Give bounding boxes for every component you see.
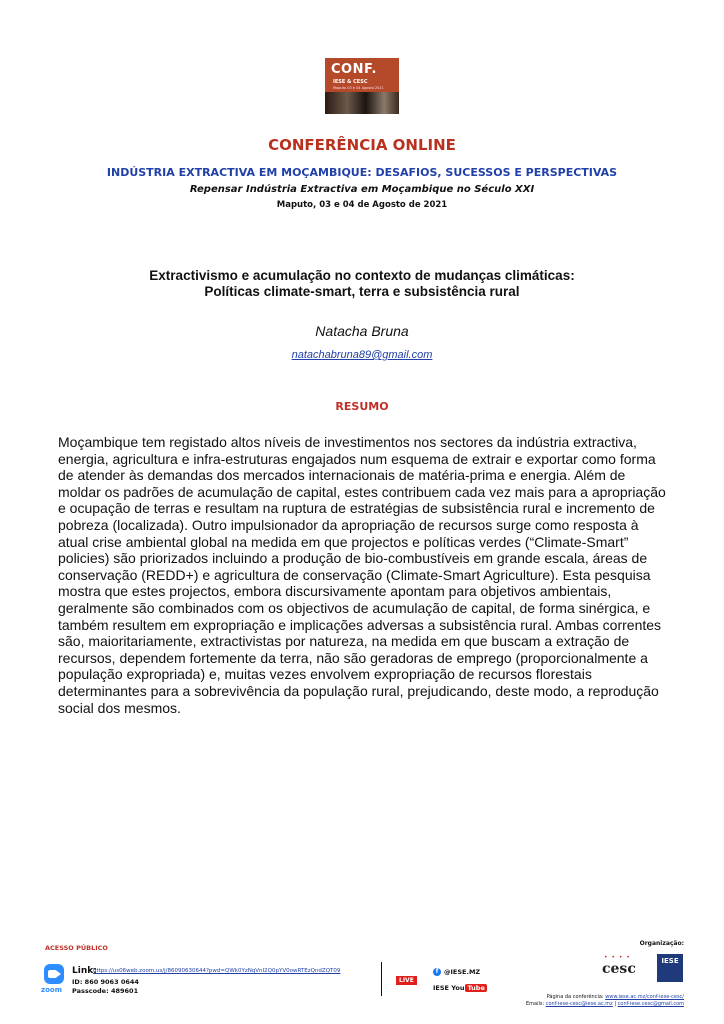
zoom-passcode: Passcode: 489601 xyxy=(72,987,139,995)
facebook-handle[interactable]: @IESE.MZ xyxy=(444,968,481,976)
author-name: Natacha Bruna xyxy=(315,323,409,339)
paper-title xyxy=(0,268,724,300)
zoom-link-label: Link: xyxy=(72,966,97,976)
logo-line2: Maputo 03 e 04 Agosto 2021 xyxy=(333,86,384,90)
author-email-wrap xyxy=(0,345,724,363)
site-link[interactable]: www.iese.ac.mz/conf-iese-cesc/ xyxy=(605,994,684,1000)
email-link-1[interactable]: conf-iese-cesc@iese.ac.mz xyxy=(545,1001,613,1007)
zoom-icon xyxy=(44,964,64,984)
zoom-wordmark: zoom xyxy=(41,986,62,994)
zoom-meeting-id: ID: 860 9063 0644 xyxy=(72,978,139,986)
conference-title: CONFERÊNCIA ONLINE xyxy=(268,136,456,154)
youtube-prefix: IESE You xyxy=(433,984,465,992)
logo-line1: IESE & CESC xyxy=(333,79,368,85)
emails-label: Emails: xyxy=(525,1001,545,1007)
logo-title: CONF. xyxy=(331,62,377,77)
logo-photo xyxy=(325,92,399,114)
public-access-label: ACESSO PÚBLICO xyxy=(45,944,108,952)
conference-logo xyxy=(325,58,399,114)
conference-site-line xyxy=(547,994,684,1000)
resumo-heading: RESUMO xyxy=(335,400,389,413)
cesc-logo-dots: • • • • xyxy=(604,954,631,961)
organization-label: Organização: xyxy=(639,940,684,947)
paper-title-line1: Extractivismo e acumulação no contexto de mudanças climáticas: xyxy=(149,268,575,283)
conference-subtitle: Repensar Indústria Extractiva em Moçambique no Século XXI xyxy=(189,184,535,195)
author-email-link[interactable]: natachabruna89@gmail.com xyxy=(291,349,433,361)
email-link-2[interactable]: conf-iese.cesc@gmail.com xyxy=(617,1001,684,1007)
paper-title-line2: Políticas climate-smart, terra e subsistência rural xyxy=(204,284,520,299)
youtube-channel[interactable] xyxy=(433,984,487,992)
cesc-logo: cesc xyxy=(602,961,636,977)
iese-logo-text: IESE xyxy=(661,957,679,965)
footer-divider xyxy=(381,962,382,996)
conference-date: Maputo, 03 e 04 de Agosto de 2021 xyxy=(276,200,448,210)
conference-theme: INDÚSTRIA EXTRACTIVA EM MOÇAMBIQUE: DESAFIOS, SUCESSOS E PERSPECTIVAS xyxy=(106,166,618,179)
live-badge: LIVE xyxy=(396,976,417,985)
facebook-icon: f xyxy=(433,968,441,976)
youtube-icon: Tube xyxy=(467,984,485,992)
emails-line xyxy=(526,1001,684,1007)
email-separator: | xyxy=(614,1001,617,1007)
zoom-link[interactable]: https://us06web.zoom.us/j/86090630644?pwd=QWk0YzNqVnI2Q0pYV0owRTEzQndZQT09 xyxy=(93,968,341,974)
site-label: Página da conferência: xyxy=(546,994,604,1000)
abstract-text: Moçambique tem registado altos níveis de investimentos nos sectores da indústria extractiva, energia, agricultura e infra-estruturas engajados num esquema de extrair e exportar como forma de atender às demandas dos mercados internacionais de matéria-prima e energia. Além de moldar os padrões de acumulação de capital, estes contribuem cada vez mais para a apropriação e ocupação de terras e resultam na ruptura de estratégias de subsistência rural e incremento de pobreza (localizada). Outro impulsionador da apropriação de recursos surge como resposta à atual crise ambiental global na medida em que projectos e políticas verdes (“Climate-Smart” policies) são priorizados incluindo a produção de bio-combustíveis em grande escala, áreas de conservação (REDD+) e agricultura de conservação (Climate-Smart Agriculture). Esta pesquisa mostra que estes projectos, embora discursivamente apontam para objetivos ambientais, geralmente são combinados com os objectivos de acumulação de capital, de forma sinérgica, e também resultem em expropriação e implicações adversas a subsistência rural. Ambas correntes são, maioritariamente, extractivistas por natureza, na medida em que buscam a extração de recursos, dependem fortemente da terra, não são geradoras de emprego (proporcionalmente a população expropriada) e, muitas vezes envolvem expropriação de recursos florestais determinantes para a sobrevivência da população rural, prejudicando, deste modo, a reprodução social dos mesmos. xyxy=(58,434,666,716)
iese-logo xyxy=(657,954,683,982)
